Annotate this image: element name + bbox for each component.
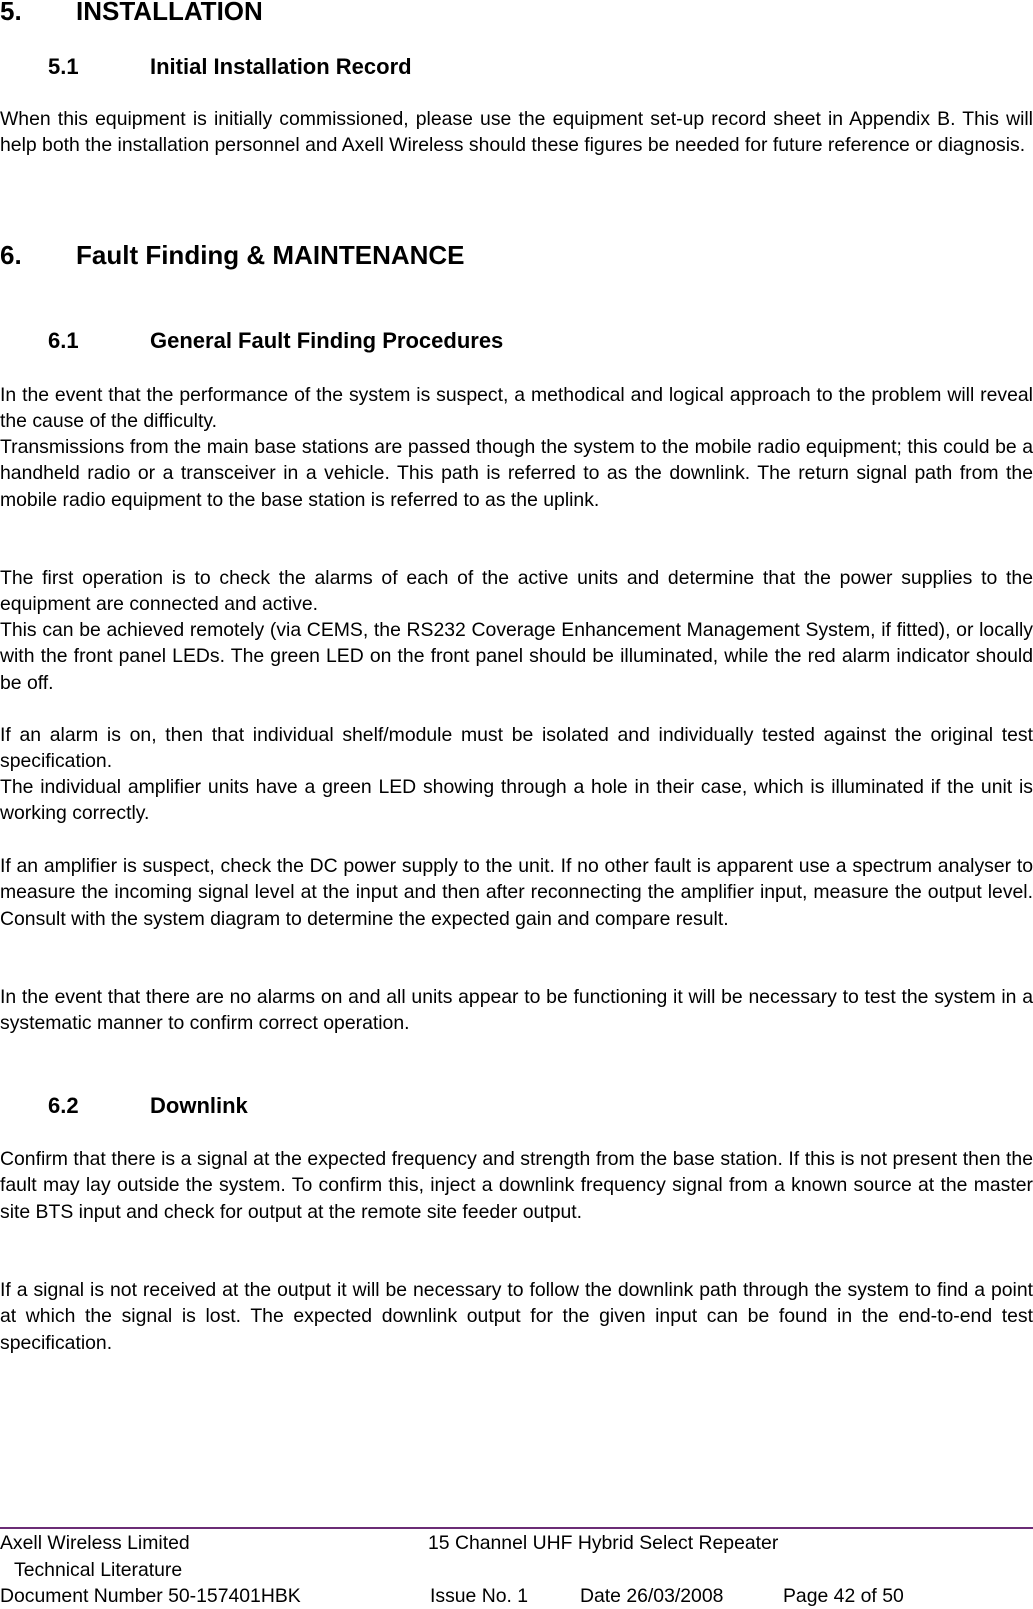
paragraph-amplifier-led: The individual amplifier units have a green LED showing through a hole in their case, which is illuminated if the unit is working correctly.: [0, 776, 1033, 825]
footer-date: Date 26/03/2008: [580, 1585, 724, 1607]
paragraph-alarm-on: If an alarm is on, then that individual shelf/module must be isolated and individually tested against the original test specification.: [0, 724, 1033, 773]
paragraph-confirm-signal: Confirm that there is a signal at the expected frequency and strength from the base station. If this is not present then the fault may lay outside the system. To confirm this, inject a downlink frequency signal from a known source at the master site BTS input and check for output at the remote site feeder output.: [0, 1148, 1033, 1223]
paragraph-amplifier-suspect: If an amplifier is suspect, check the DC power supply to the unit. If no other fault is apparent use a spectrum analyser to measure the incoming signal level at the input and then after reconnecting the amplifier input, measure the output level. Consult with the system diagram to determine the expected gain and compare result.: [0, 855, 1033, 930]
footer-category: Technical Literature: [14, 1559, 183, 1581]
footer-divider: [0, 1527, 1033, 1529]
subsection-number: 6.2: [48, 1093, 79, 1118]
paragraph-commissioning: When this equipment is initially commissioned, please use the equipment set-up record sheet in Appendix B. This will help both the installation personnel and Axell Wireless should these figures be needed for future reference or diagnosis.: [0, 108, 1033, 157]
paragraph-signal-not-received: If a signal is not received at the output it will be necessary to follow the downlink path through the system to find a point at which the signal is lost. The expected downlink output for the given input can be found in the end-to-end test specification.: [0, 1279, 1033, 1354]
subsection-number: 6.1: [48, 328, 79, 353]
section-number: 6.: [0, 240, 22, 270]
paragraph-transmissions: Transmissions from the main base stations are passed though the system to the mobile radio equipment; this could be a handheld radio or a transceiver in a vehicle. This path is referred to as the downlink. The return signal path from the mobile radio equipment to the base station is referred to as the uplink.: [0, 436, 1033, 511]
section-number: 5.: [0, 0, 22, 26]
paragraph-no-alarms: In the event that there are no alarms on and all units appear to be functioning it will be necessary to test the system in a systematic manner to confirm correct operation.: [0, 986, 1033, 1035]
footer-document-title: 15 Channel UHF Hybrid Select Repeater: [428, 1532, 779, 1554]
subsection-number: 5.1: [48, 54, 79, 79]
section-title: Fault Finding & MAINTENANCE: [76, 240, 465, 270]
footer-company: Axell Wireless Limited: [0, 1532, 190, 1554]
footer-issue: Issue No. 1: [430, 1585, 529, 1607]
paragraph-methodical-approach: In the event that the performance of the system is suspect, a methodical and logical approach to the problem will reveal the cause of the difficulty.: [0, 384, 1033, 433]
footer-page-number: Page 42 of 50: [783, 1585, 904, 1607]
section-title: INSTALLATION: [76, 0, 263, 26]
footer-document-number: Document Number 50-157401HBK: [0, 1585, 301, 1607]
paragraph-remote-check: This can be achieved remotely (via CEMS, the RS232 Coverage Enhancement Management System, if fitted), or locally with the front panel LEDs. The green LED on the front panel should be illuminated, while the red alarm indicator should be off.: [0, 619, 1033, 694]
subsection-title: General Fault Finding Procedures: [150, 328, 504, 353]
paragraph-first-operation: The first operation is to check the alarms of each of the active units and determine that the power supplies to the equipment are connected and active.: [0, 567, 1033, 616]
subsection-title: Downlink: [150, 1093, 248, 1118]
subsection-title: Initial Installation Record: [150, 54, 412, 79]
